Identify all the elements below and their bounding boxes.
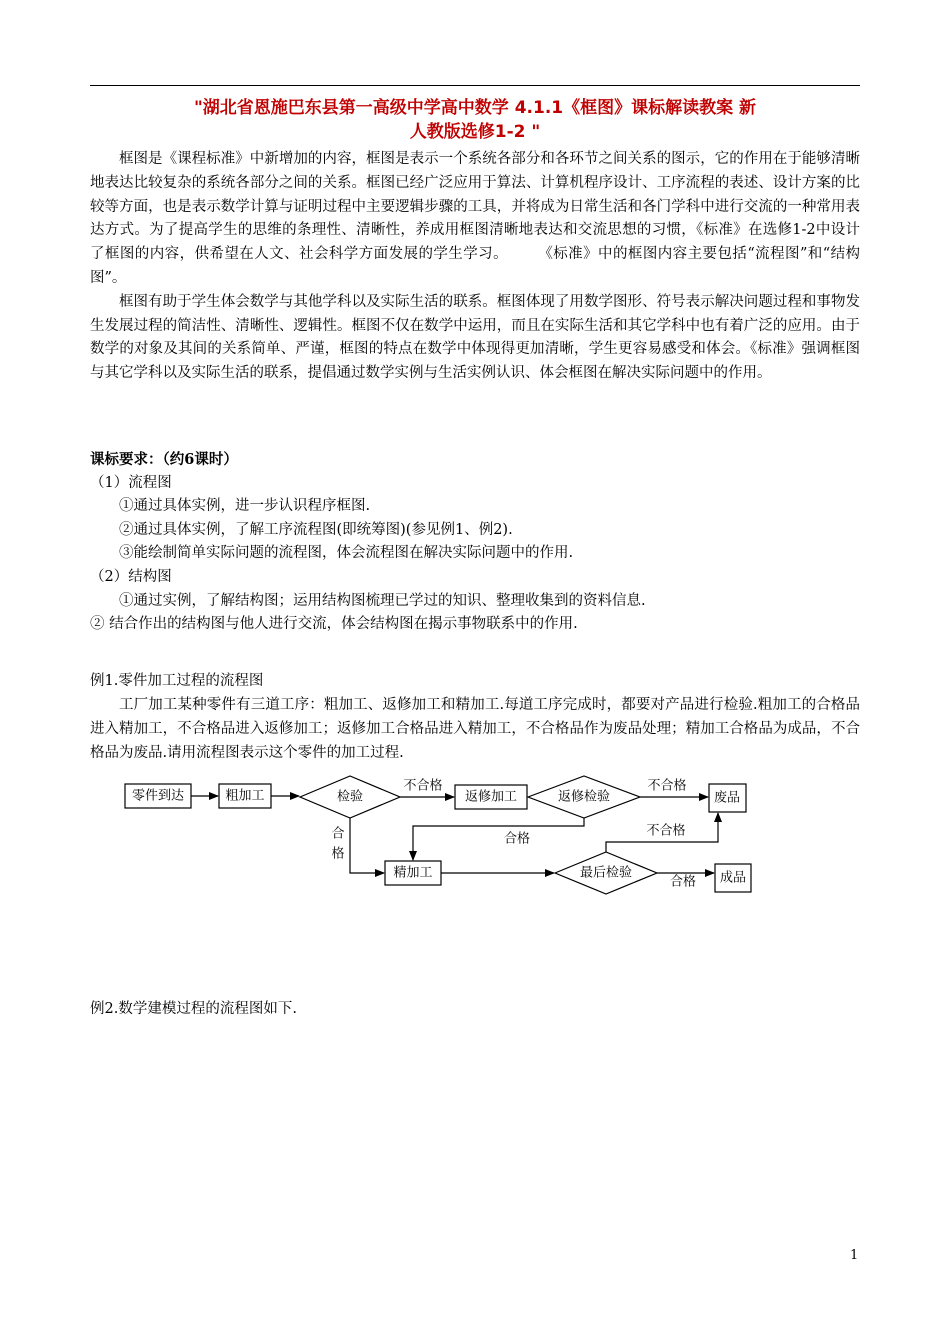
node-inspect-label: 检验: [336, 789, 364, 805]
node-arrive-label: 零件到达: [131, 788, 185, 804]
section-structure-title: （2）结构图: [90, 568, 172, 585]
requirement-item: ②通过具体实例，了解工序流程图(即统筹图)(参见例1、例2).: [119, 521, 513, 538]
edge-repairinspect-fine: [413, 818, 584, 860]
node-final-inspect-label: 最后检验: [579, 865, 633, 881]
requirements-heading: 课标要求：（约6课时）: [90, 451, 238, 468]
intro-paragraph-2: 框图有助于学生体会数学与其他学科以及实际生活的联系。框图体现了用数学图形、符号表示解决问题过程和事物发生发展过程的简洁性、清晰性、逻辑性。框图不仅在数学中运用，而且在实际生活和其它学科中也有着广泛的应用。由于数学的对象及其间的关系简单、严谨，框图的特点在数学中体现得更加清晰，学生更容易感受和体会。《标准》强调框图与其它学科以及实际生活的联系，提倡通过数学实例与生活实例认识、体会框图在解决实际问题中的作用。: [90, 293, 860, 382]
edge-label-pass-1a: 合: [331, 826, 345, 842]
node-scrap-label: 废品: [713, 790, 741, 806]
node-product-label: 成品: [719, 870, 747, 886]
requirement-item: ② 结合作出的结构图与他人进行交流，体会结构图在揭示事物联系中的作用.: [90, 616, 578, 633]
example1-title: 例1.零件加工过程的流程图: [90, 673, 264, 689]
title-line-1: "湖北省恩施巴东县第一高级中学高中数学 4.1.1《框图》课标解读教案 新: [193, 98, 757, 118]
node-repair-inspect-label: 返修检验: [557, 789, 611, 805]
edge-inspect-fine: [350, 818, 384, 873]
requirement-item: ③能绘制简单实际问题的流程图，体会流程图在解决实际问题中的作用.: [119, 545, 574, 562]
title-line-2: 人教版选修1-2 ": [409, 122, 541, 142]
node-repair-label: 返修加工: [464, 789, 518, 805]
edge-label-pass-1b: 格: [331, 846, 345, 862]
requirement-item: ①通过实例，了解结构图；运用结构图梳理已学过的知识、整理收集到的资料信息.: [119, 592, 646, 609]
example2-title: 例2.数学建模过程的流程图如下.: [90, 1001, 297, 1017]
edge-label-pass-3: 合格: [669, 874, 697, 890]
page-number: 1: [850, 1248, 859, 1263]
requirement-item: ①通过具体实例，进一步认识程序框图.: [119, 498, 371, 515]
node-rough-label: 粗加工: [225, 788, 265, 804]
example1-text: 工厂加工某种零件有三道工序：粗加工、返修加工和精加工.每道工序完成时，都要对产品进行检验.粗加工的合格品进入精加工，不合格品进入返修加工；返修加工合格品进入精加工，不合格品作为废品处理；精加工合格品为成品，不合格品为废品.请用流程图表示这个零件的加工过程.: [90, 697, 860, 761]
edge-label-fail-1: 不合格: [403, 778, 443, 794]
edge-label-pass-2: 合格: [503, 831, 531, 847]
example2-section: [90, 998, 860, 1022]
edge-label-fail-2: 不合格: [647, 778, 687, 794]
intro-paragraph-1: 框图是《课程标准》中新增加的内容，框图是表示一个系统各部分和各环节之间关系的图示，它的作用在于能够清晰地表达比较复杂的系统各部分之间的关系。框图已经广泛应用于算法、计算机程序设计、工序流程的表述、设计方案的比较等方面，也是表示数学计算与证明过程中主要逻辑步骤的工具，并将成为日常生活和各门学科中进行交流的一种常用表达方式。为了提高学生的思维的条理性、清晰性，养成用框图清晰地表达和交流思想的习惯，《标准》在选修1-2中设计了框图的内容，供希望在人文、社会科学方面发展的学生学习。 《标准》中的框图内容主要包括“流程图”和“结构图”。: [90, 151, 860, 286]
section-flowchart-title: （1）流程图: [90, 474, 172, 491]
node-fine-label: 精加工: [393, 865, 433, 881]
edge-label-fail-3: 不合格: [646, 823, 686, 839]
